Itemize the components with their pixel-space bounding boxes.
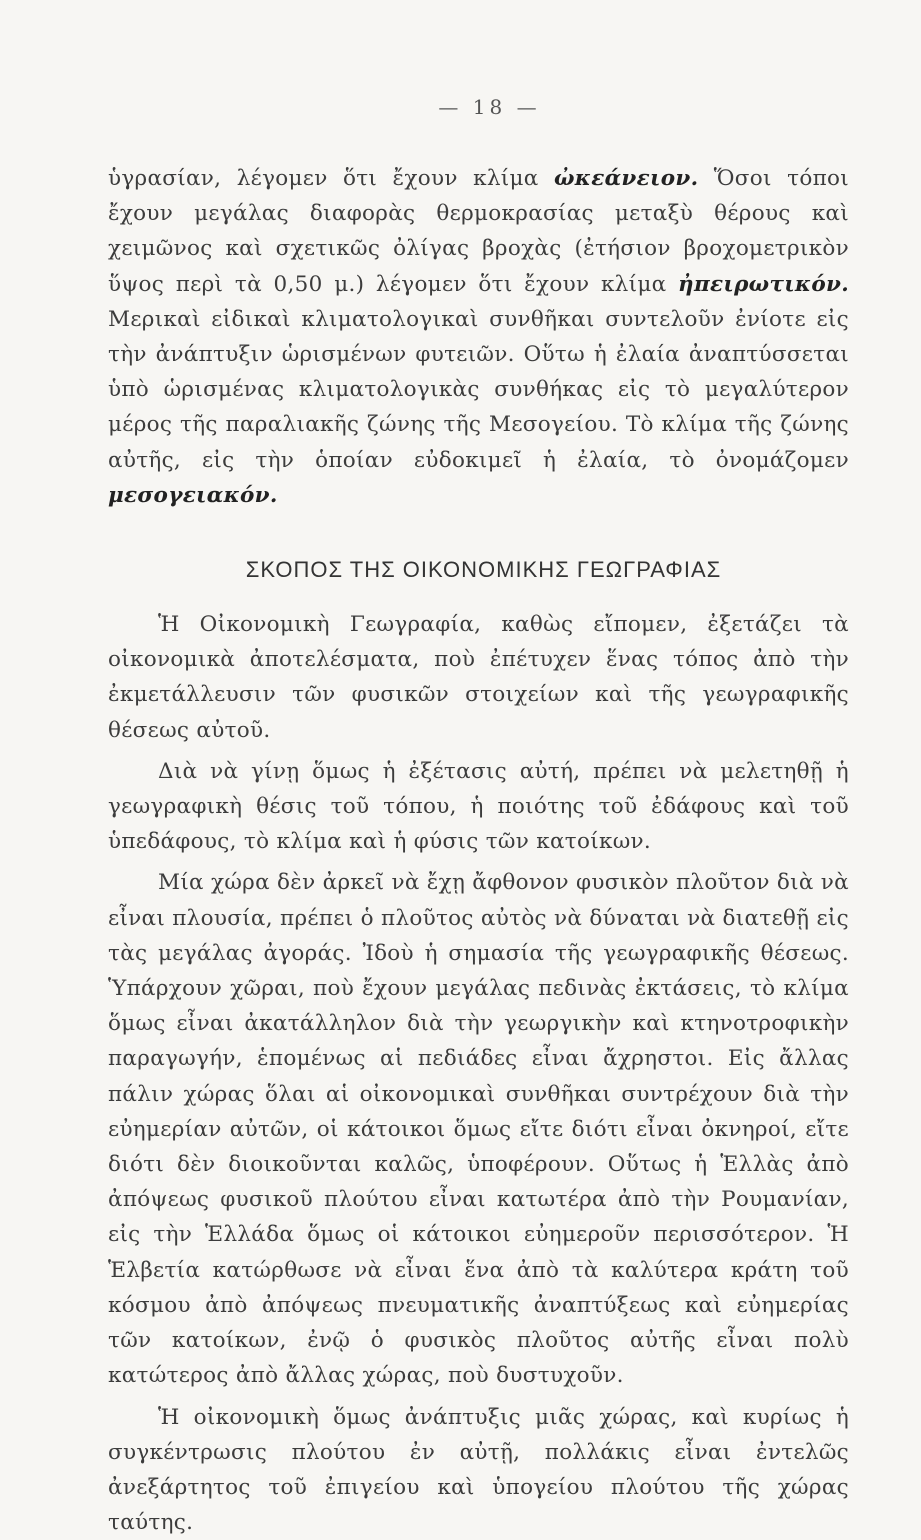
section-title: ΣΚΟΠΟΣ ΤΗΣ ΟΙΚΟΝΟΜΙΚΗΣ ΓΕΩΓΡΑΦΙΑΣ: [118, 557, 849, 583]
paragraph-examination: Διὰ νὰ γίνῃ ὅμως ἡ ἐξέτασις αὐτή, πρέπει νὰ μελετηθῇ ἡ γεωγραφικὴ θέσις τοῦ τόπου, ἡ ποιότης τοῦ ἐδάφους καὶ τοῦ ὑπεδάφους, τὸ κλίμα καὶ ἡ φύσις τῶν κατοίκων.: [108, 754, 849, 860]
paragraph-wealth: Μία χώρα δὲν ἀρκεῖ νὰ ἔχῃ ἄφθονον φυσικὸν πλοῦτον διὰ νὰ εἶναι πλουσία, πρέπει ὁ πλοῦτος αὐτὸς νὰ δύναται νὰ διατεθῇ εἰς τὰς μεγάλας ἀγοράς. Ἰδοὺ ἡ σημασία τῆς γεωγραφικῆς θέσεως. Ὑπάρχουν χῶραι, ποὺ ἔχουν μεγάλας πεδινὰς ἐκτάσεις, τὸ κλίμα ὅμως εἶναι ἀκατάλληλον διὰ τὴν γεωργικὴν καὶ κτηνοτροφικὴν παραγωγήν, ἑπομένως αἱ πεδιάδες εἶναι ἄχρηστοι. Εἰς ἄλλας πάλιν χώρας ὅλαι αἱ οἰκονομικαὶ συνθῆκαι συντρέχουν διὰ τὴν εὐημερίαν αὐτῶν, οἱ κάτοικοι ὅμως εἴτε διότι εἶναι ὀκνηροί, εἴτε διότι δὲν διοικοῦνται καλῶς, ὑποφέρουν. Οὕτως ἡ Ἑλλὰς ἀπὸ ἀπόψεως φυσικοῦ πλούτου εἶναι κατωτέρα ἀπὸ τὴν Ρουμανίαν, εἰς τὴν Ἑλλάδα ὅμως οἱ κάτοικοι εὐημεροῦν περισσότερον. Ἡ Ἑλβετία κατώρθωσε νὰ εἶναι ἕνα ἀπὸ τὰ καλύτερα κράτη τοῦ κόσμου ἀπὸ ἀπόψεως πνευματικῆς ἀναπτύξεως καὶ εὐημερίας τῶν κατοίκων, ἐνῷ ὁ φυσικὸς πλοῦτος αὐτῆς εἶναι πολὺ κατώτερος ἀπὸ ἄλλας χώρας, ποὺ δυστυχοῦν.: [108, 865, 849, 1393]
term-oceanic: ὠκεάνειον.: [554, 166, 698, 191]
term-mediterranean: μεσογειακόν.: [108, 483, 278, 508]
intro-paragraph: [108, 161, 849, 513]
paragraph-purpose: Ἡ Οἰκονομικὴ Γεωγραφία, καθὼς εἴπομεν, ἐξετάζει τὰ οἰκονομικὰ ἀποτελέσματα, ποὺ ἐπέτυχεν ἕνας τόπος ἀπὸ τὴν ἐκμετάλλευσιν τῶν φυσικῶν στοιχείων καὶ τῆς γεωγραφικῆς θέσεως αὐτοῦ.: [108, 607, 849, 748]
intro-text-3: Μερικαὶ εἰδικαὶ κλιματολογικαὶ συνθῆκαι συντελοῦν ἐνίοτε εἰς τὴν ἀνάπτυξιν ὡρισμένων φυτειῶν. Οὕτω ἡ ἐλαία ἀναπτύσσεται ὑπὸ ὡρισμένας κλιματολογικὰς συνθήκας εἰς τὸ μεγαλύτερον μέρος τῆς παραλιακῆς ζώνης τῆς Μεσογείου. Τὸ κλίμα τῆς ζώνης αὐτῆς, εἰς τὴν ὁποίαν εὐδοκιμεῖ ἡ ἐλαία, τὸ ὀνομάζομεν: [108, 307, 849, 473]
paragraph-development: Ἡ οἰκονομικὴ ὅμως ἀνάπτυξις μιᾶς χώρας, καὶ κυρίως ἡ συγκέντρωσις πλούτου ἐν αὐτῇ, πολλάκις εἶναι ἐντελῶς ἀνεξάρτητος τοῦ ἐπιγείου καὶ ὑπογείου πλούτου τῆς χώρας ταύτης.: [108, 1400, 849, 1540]
term-continental: ἠπειρωτικόν.: [678, 272, 849, 297]
page-number: — 18 —: [130, 95, 849, 119]
intro-text-2: Ὅσοι τόποι ἔχουν μεγάλας διαφορὰς θερμοκρασίας μεταξὺ θέρους καὶ χειμῶνος καὶ σχετικῶς ὀλίγας βροχὰς (ἐτήσιον βροχομετρικὸν ὕψος περὶ τὰ 0,50 μ.) λέγομεν ὅτι ἔχουν κλίμα: [108, 166, 849, 297]
intro-text-1: ὑγρασίαν, λέγομεν ὅτι ἔχουν κλίμα: [108, 166, 554, 191]
